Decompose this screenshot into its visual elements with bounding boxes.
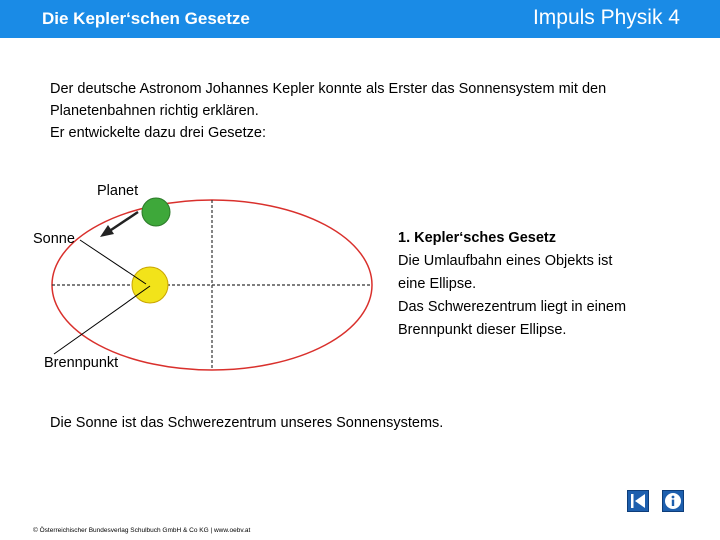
copyright-footer: © Österreichischer Bundesverlag Schulbuch GmbH & Co KG | www.oebv.at: [33, 527, 251, 534]
back-button[interactable]: [627, 490, 649, 512]
sun-pointer-line: [80, 240, 146, 284]
arrowhead-icon: [100, 225, 114, 237]
focus-label: Brennpunkt: [44, 355, 119, 371]
info-icon: [663, 491, 683, 511]
info-button[interactable]: [662, 490, 684, 512]
planet-label: Planet: [97, 183, 139, 199]
brand-title: Impuls Physik 4: [532, 6, 680, 29]
law-line: Die Umlaufbahn eines Objekts ist: [398, 253, 613, 269]
sun-label: Sonne: [33, 231, 75, 247]
intro-line: Der deutsche Astronom Johannes Kepler konnte als Erster das Sonnensystem mit den: [50, 81, 607, 97]
intro-line: Planetenbahnen richtig erklären.: [50, 103, 259, 119]
intro-text: [50, 78, 700, 144]
sun-circle: [132, 267, 168, 303]
planet-circle: [142, 198, 170, 226]
conclusion-text: Die Sonne ist das Schwerezentrum unseres Sonnensystems.: [50, 415, 444, 431]
kepler-law-box: [398, 227, 698, 342]
focus-pointer-line: [54, 286, 150, 354]
page-title: Die Kepler‘schen Gesetze: [42, 9, 250, 28]
law-line: Das Schwerezentrum liegt in einem: [398, 299, 627, 315]
header-bar: [0, 0, 720, 38]
intro-line: Er entwickelte dazu drei Gesetze:: [50, 125, 266, 141]
law-title: 1. Kepler‘sches Gesetz: [398, 230, 556, 246]
law-line: eine Ellipse.: [398, 276, 477, 292]
back-arrow-icon: [628, 491, 648, 511]
law-line: Brennpunkt dieser Ellipse.: [398, 322, 567, 338]
